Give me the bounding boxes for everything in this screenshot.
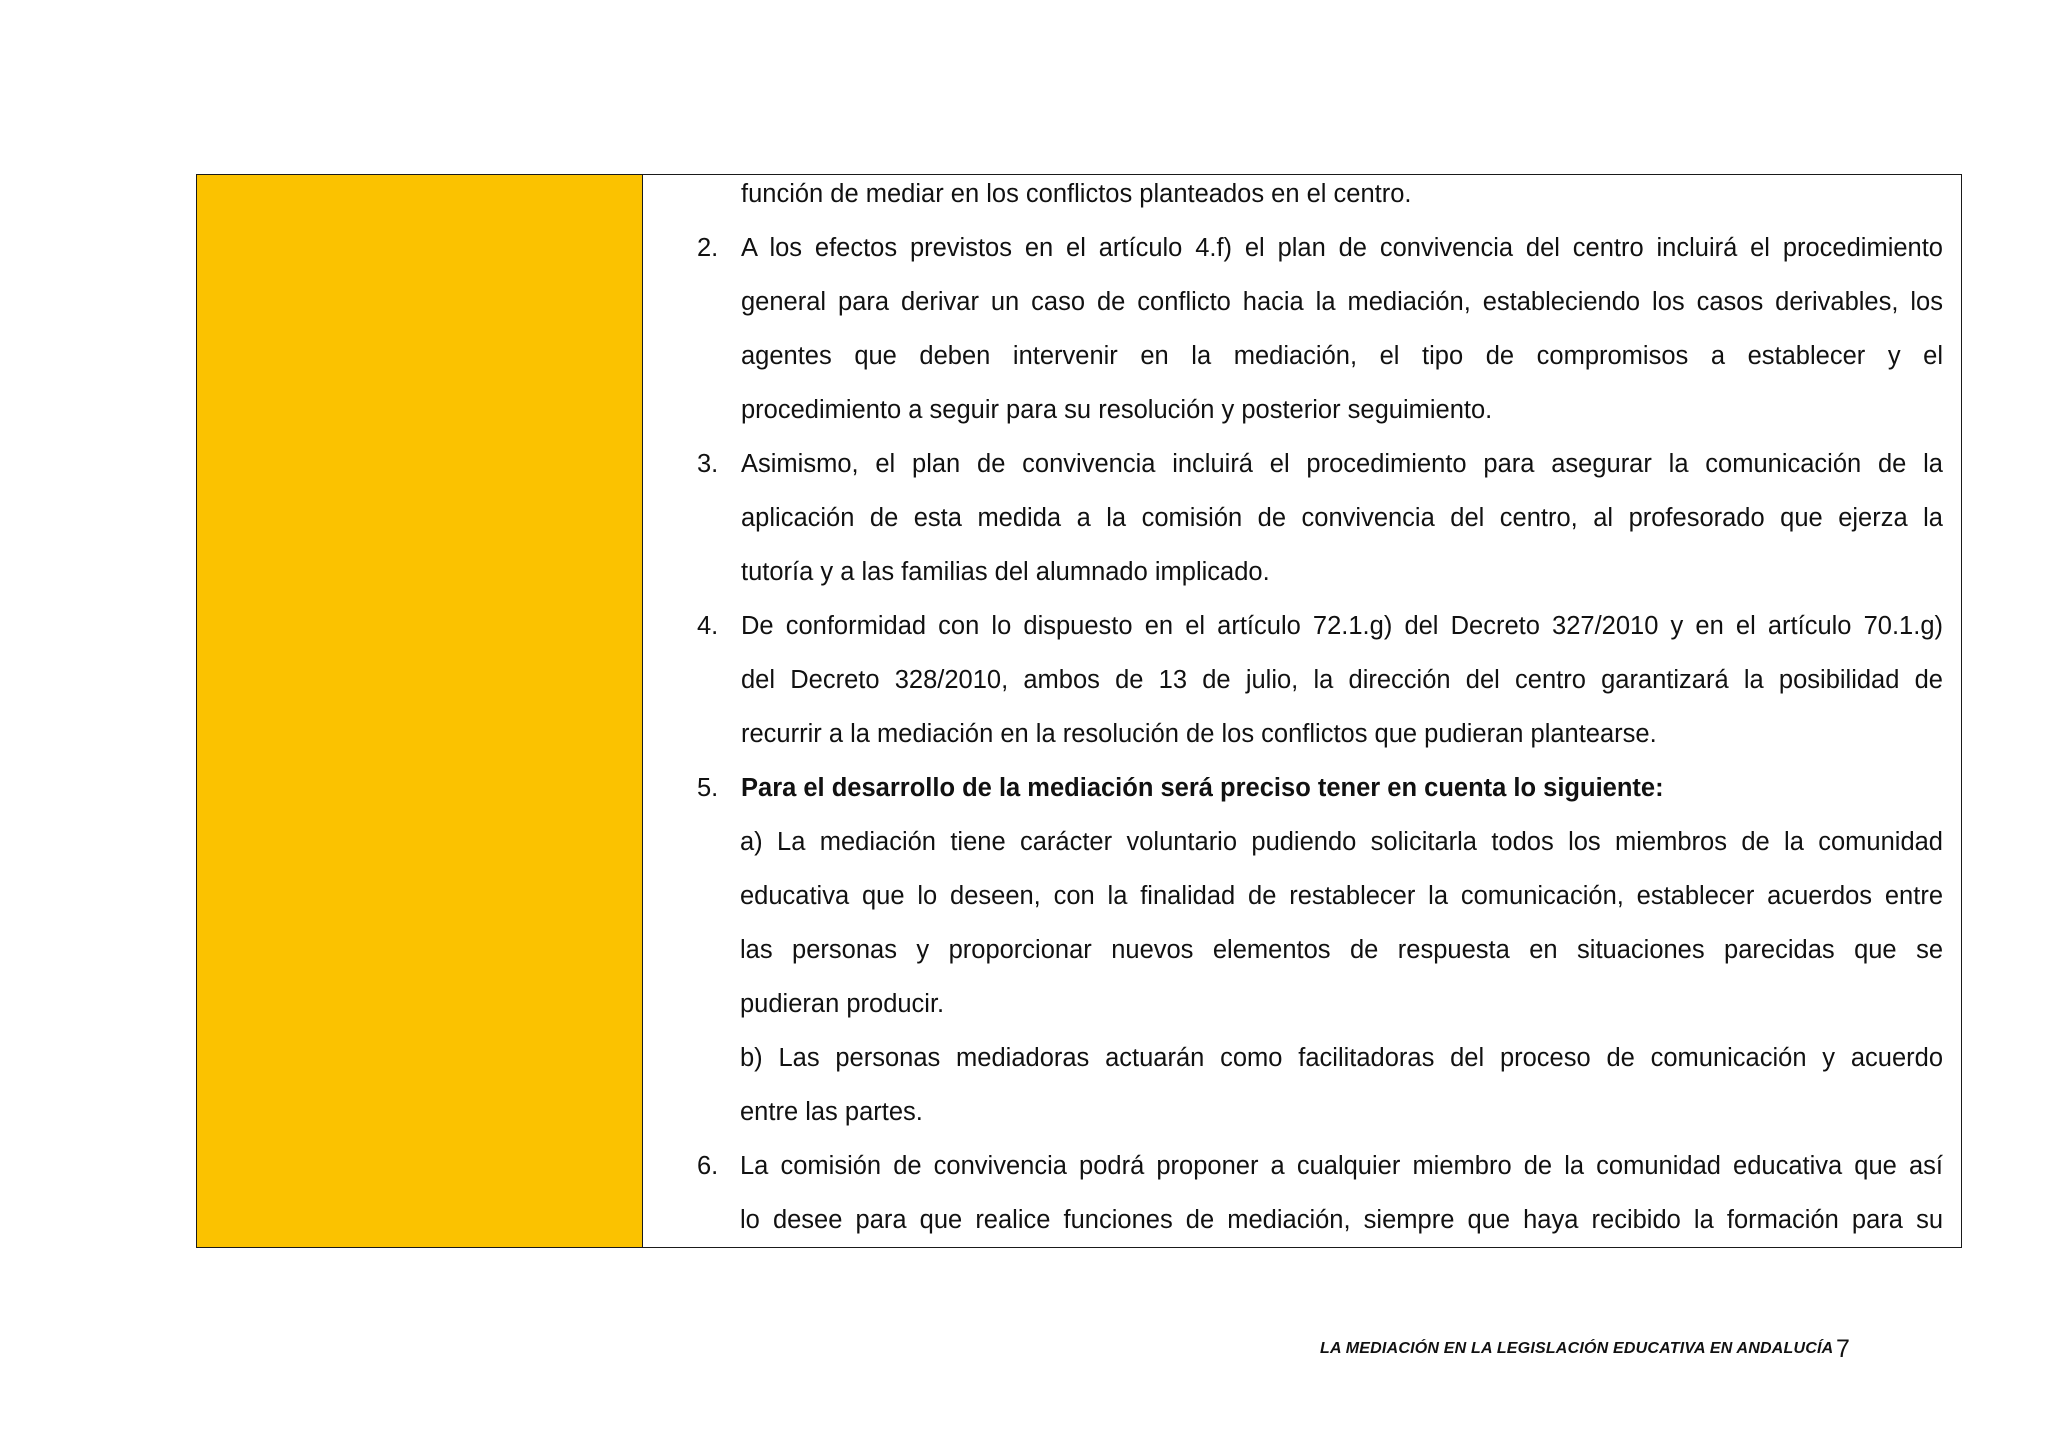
item-5a-line-2: educativa que lo deseen, con la finalidad de restablecer la comunicación, establecer acuerdos entre bbox=[740, 882, 1943, 910]
item-4-line-1: De conformidad con lo dispuesto en el artículo 72.1.g) del Decreto 327/2010 y en el artículo 70.1.g) bbox=[741, 612, 1943, 640]
item-6-number: 6. bbox=[697, 1152, 719, 1180]
item-6-line-1: La comisión de convivencia podrá proponer a cualquier miembro de la comunidad educativa que así bbox=[740, 1152, 1943, 1180]
item-2-line-4: procedimiento a seguir para su resolución y posterior seguimiento. bbox=[741, 396, 1493, 424]
item-2-line-1: A los efectos previstos en el artículo 4.f) el plan de convivencia del centro incluirá el procedimiento bbox=[741, 234, 1943, 262]
item-5b-line-1: b) Las personas mediadoras actuarán como facilitadoras del proceso de comunicación y acuerdo bbox=[740, 1044, 1943, 1072]
item-5-heading: Para el desarrollo de la mediación será preciso tener en cuenta lo siguiente: bbox=[741, 774, 1664, 802]
intro-line: función de mediar en los conflictos planteados en el centro. bbox=[741, 180, 1412, 208]
item-5b-line-2: entre las partes. bbox=[740, 1098, 923, 1126]
item-3-number: 3. bbox=[697, 450, 719, 478]
item-5a-line-3: las personas y proporcionar nuevos elementos de respuesta en situaciones parecidas que se bbox=[740, 936, 1943, 964]
item-6-line-2: lo desee para que realice funciones de mediación, siempre que haya recibido la formación para su bbox=[740, 1206, 1943, 1234]
item-5a-line-1: a) La mediación tiene carácter voluntario pudiendo solicitarla todos los miembros de la comunidad bbox=[740, 828, 1943, 856]
item-5a-line-4: pudieran producir. bbox=[740, 990, 945, 1018]
item-2-line-3: agentes que deben intervenir en la mediación, el tipo de compromisos a establecer y el bbox=[741, 342, 1943, 370]
item-4-line-2: del Decreto 328/2010, ambos de 13 de julio, la dirección del centro garantizará la posibilidad de bbox=[741, 666, 1943, 694]
item-3-line-3: tutoría y a las familias del alumnado implicado. bbox=[741, 558, 1270, 586]
footer-title: LA MEDIACIÓN EN LA LEGISLACIÓN EDUCATIVA EN ANDALUCÍA bbox=[1320, 1340, 1834, 1357]
page-number: 7 bbox=[1836, 1335, 1850, 1363]
item-5-number: 5. bbox=[697, 774, 719, 802]
item-3-line-1: Asimismo, el plan de convivencia incluirá el procedimiento para asegurar la comunicación de la bbox=[741, 450, 1943, 478]
item-4-number: 4. bbox=[697, 612, 719, 640]
text-cell bbox=[643, 175, 1961, 1247]
item-3-line-2: aplicación de esta medida a la comisión de convivencia del centro, al profesorado que ejerza la bbox=[741, 504, 1943, 532]
content-table bbox=[196, 174, 1962, 1248]
side-color-cell bbox=[197, 175, 643, 1247]
item-2-number: 2. bbox=[697, 234, 719, 262]
item-2-line-2: general para derivar un caso de conflicto hacia la mediación, estableciendo los casos derivables, los bbox=[741, 288, 1943, 316]
item-4-line-3: recurrir a la mediación en la resolución de los conflictos que pudieran plantearse. bbox=[741, 720, 1657, 748]
